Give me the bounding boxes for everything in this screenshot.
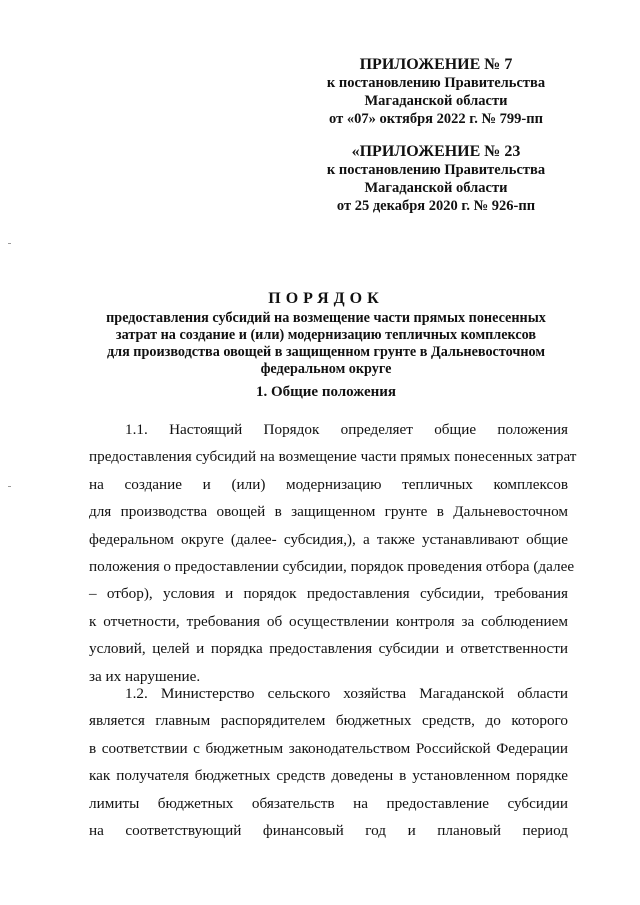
paragraph-line: условий, целей и порядка предоставления субсидии и ответственности xyxy=(89,640,568,658)
appendix-title: ПРИЛОЖЕНИЕ № 7 xyxy=(359,56,513,73)
paragraph-line: как получателя бюджетных средств доведены в установленном порядке xyxy=(89,767,568,785)
subtitle-line: затрат на создание и (или) модернизацию тепличных комплексов xyxy=(115,327,537,343)
paragraph-line: является главным распорядителем бюджетных средств, до которого xyxy=(89,712,568,730)
appendix-line: от 25 декабря 2020 г. № 926-пп xyxy=(336,198,536,214)
paragraph-line: за их нарушение. xyxy=(89,667,201,685)
subtitle-line: для производства овощей в защищенном грунте в Дальневосточном xyxy=(106,344,546,360)
paragraph-1-1 xyxy=(89,416,577,690)
paragraph-line: для производства овощей в защищенном грунте в Дальневосточном xyxy=(89,503,568,521)
paragraph-line: к отчетности, требования об осуществлении контроля за соблюдением xyxy=(89,612,568,630)
paragraph-line: 1.2. Министерство сельского хозяйства Магаданской области xyxy=(125,685,568,702)
paragraph-line: в соответствии с бюджетным законодательством Российской Федерации xyxy=(89,739,568,757)
appendix-7-header xyxy=(316,56,556,128)
paragraph-line: предоставления субсидий на возмещение части прямых понесенных затрат xyxy=(89,448,577,466)
paragraph-line: федеральном округе (далее- субсидия,), а также устанавливают общие xyxy=(89,530,568,548)
appendix-line: к постановлению Правительства xyxy=(326,162,546,178)
document-subtitle xyxy=(84,310,568,378)
document-title: ПОРЯДОК xyxy=(268,290,384,307)
appendix-line: Магаданской области xyxy=(364,180,508,196)
appendix-23-header xyxy=(316,143,556,215)
paragraph-line: 1.1. Настоящий Порядок определяет общие положения xyxy=(125,421,568,438)
subtitle-line: федеральном округе xyxy=(260,361,392,377)
paragraph-line: на создание и (или) модернизацию тепличных комплексов xyxy=(89,475,568,493)
section-heading: 1. Общие положения xyxy=(255,384,397,400)
appendix-line: от «07» октября 2022 г. № 799-пп xyxy=(329,111,543,127)
scan-margin-mark xyxy=(8,486,11,487)
scan-margin-mark xyxy=(8,243,11,244)
paragraph-line: на соответствующий финансовый год и плановый период xyxy=(89,822,568,840)
subtitle-line: предоставления субсидий на возмещение части прямых понесенных xyxy=(106,310,546,326)
appendix-line: к постановлению Правительства xyxy=(326,75,546,91)
paragraph-line: положения о предоставлении субсидии, порядок проведения отбора (далее xyxy=(89,558,575,576)
appendix-line: Магаданской области xyxy=(364,93,508,109)
paragraph-line: – отбор), условия и порядок предоставления субсидии, требования xyxy=(89,585,568,603)
appendix-title: «ПРИЛОЖЕНИЕ № 23 xyxy=(351,143,521,160)
paragraph-line: лимиты бюджетных обязательств на предоставление субсидии xyxy=(89,794,568,812)
paragraph-1-2 xyxy=(89,680,568,844)
